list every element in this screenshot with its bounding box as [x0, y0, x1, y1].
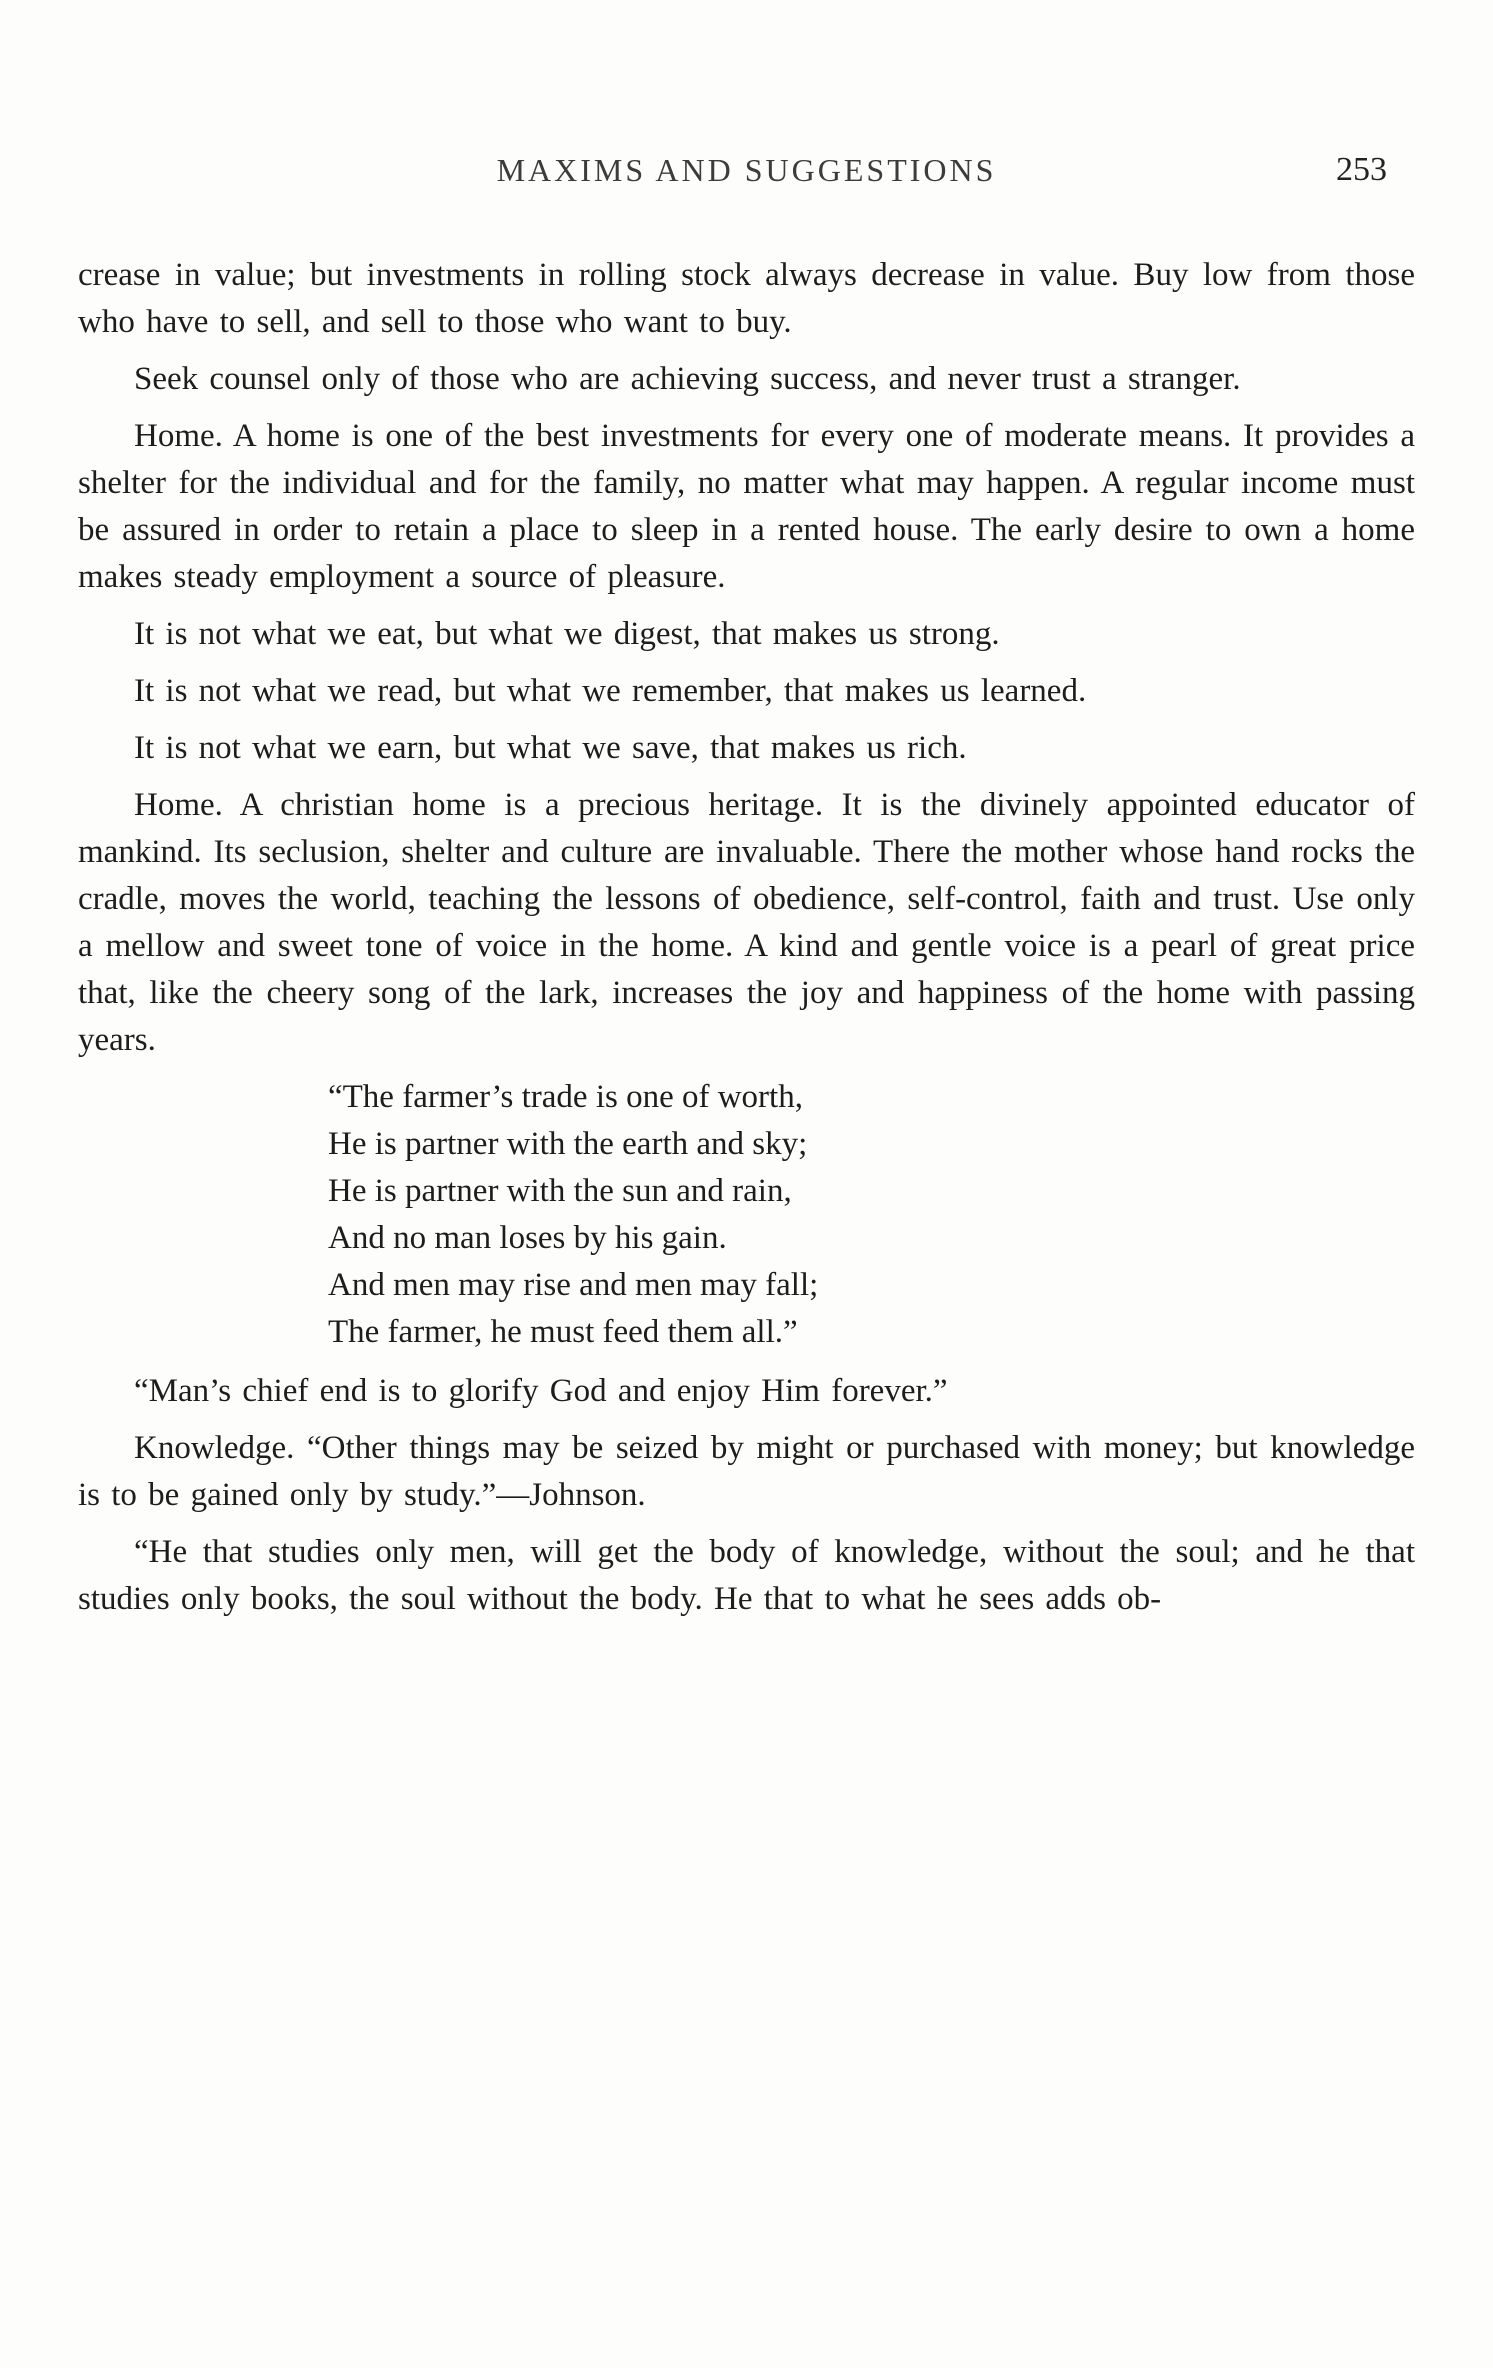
- paragraph-read-remember: It is not what we read, but what we remember, that makes us learned.: [134, 673, 1087, 709]
- paragraph-knowledge: Knowledge. “Other things may be seized by might or purchased with money; but knowledge is to be gained only by study.”—Johnson.: [78, 1430, 1415, 1513]
- paragraph-christian-home: Home. A christian home is a precious heritage. It is the divinely appointed educator of mankind. Its seclusion, shelter and culture are invaluable. There the mother whose hand rocks the cradle, moves the world, teaching the lessons of obedience, self-control, faith and trust. Use only a mellow and sweet tone of voice in the home. A kind and gentle voice is a pearl of great price that, like the cheery song of the lark, increases the joy and happiness of the home with passing years.: [78, 787, 1415, 1058]
- running-header: [78, 148, 1415, 192]
- poem-line: He is partner with the earth and sky;: [328, 1126, 808, 1162]
- poem-line: The farmer, he must feed them all.”: [328, 1314, 798, 1350]
- paragraph-home-investment: Home. A home is one of the best investments for every one of moderate means. It provides a shelter for the individual and for the family, no matter what may happen. A regular income must be assured in order to retain a place to sleep in a rented house. The early desire to own a home makes steady employment a source of pleasure.: [78, 418, 1415, 595]
- paragraph-continuation: crease in value; but investments in rolling stock always decrease in value. Buy low from those who have to sell, and sell to those who want to buy.: [78, 257, 1415, 340]
- paragraph-mans-chief-end: “Man’s chief end is to glorify God and enjoy Him forever.”: [134, 1373, 948, 1409]
- poem-block: [78, 1074, 1415, 1356]
- poem-line: “The farmer’s trade is one of worth,: [328, 1079, 803, 1115]
- paragraph-studies-men-books: “He that studies only men, will get the body of knowledge, without the soul; and he that studies only books, the soul without the body. He that to what he sees adds ob-: [78, 1534, 1415, 1617]
- poem-line: And no man loses by his gain.: [328, 1220, 727, 1256]
- poem-line: And men may rise and men may fall;: [328, 1267, 819, 1303]
- paragraph-eat-digest: It is not what we eat, but what we digest, that makes us strong.: [134, 616, 1000, 652]
- page-body: [78, 252, 1415, 1623]
- paragraph-seek-counsel: Seek counsel only of those who are achieving success, and never trust a stranger.: [134, 361, 1241, 397]
- poem-line: He is partner with the sun and rain,: [328, 1173, 792, 1209]
- page-title: MAXIMS AND SUGGESTIONS: [496, 152, 997, 188]
- paragraph-earn-save: It is not what we earn, but what we save, that makes us rich.: [134, 730, 967, 766]
- page-number: 253: [1336, 151, 1387, 188]
